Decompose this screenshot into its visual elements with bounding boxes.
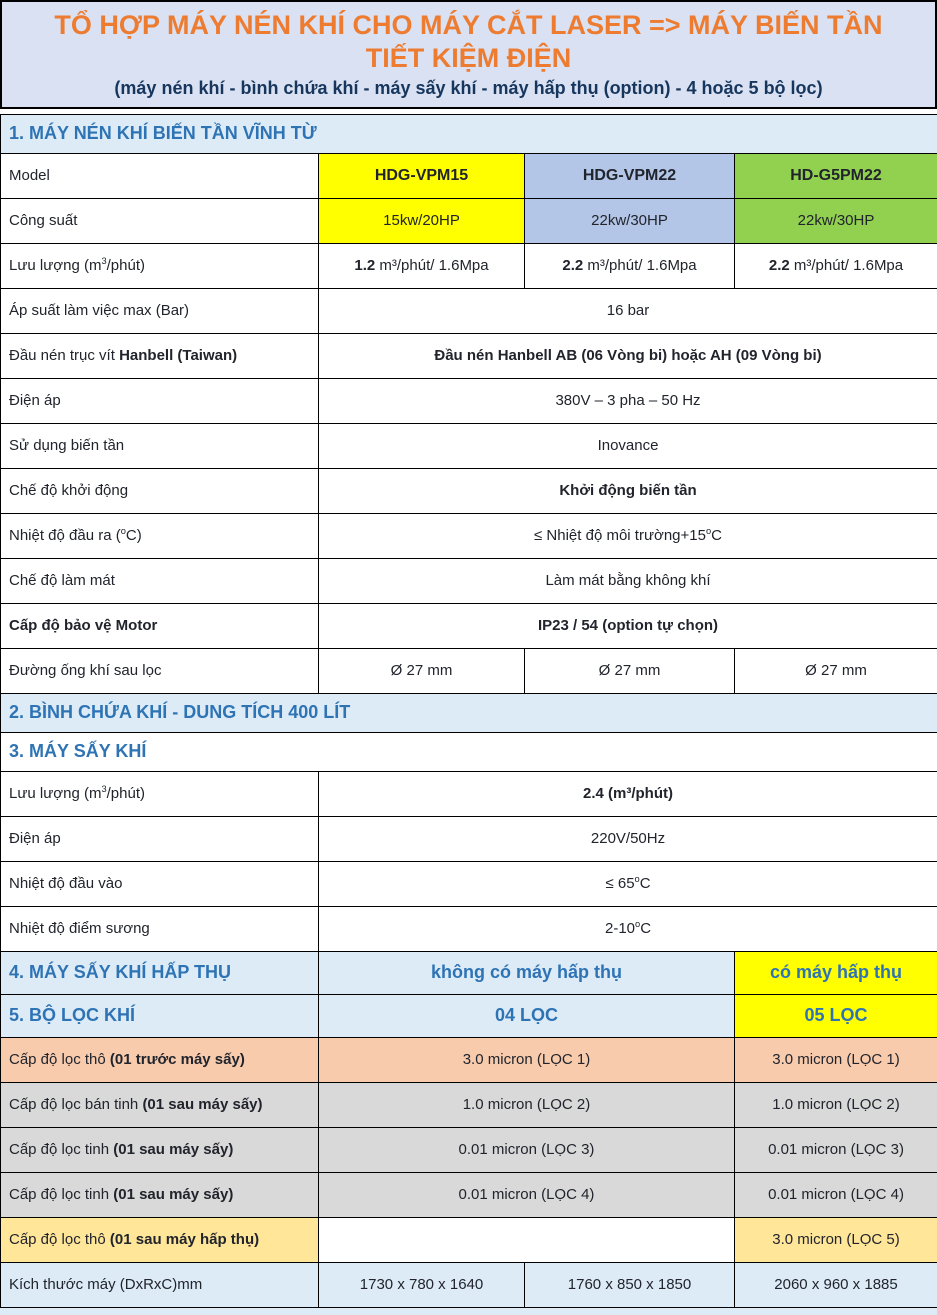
section-4-title [1,951,319,994]
text-segment: Điện áp [9,392,61,409]
table-cell [319,994,735,1037]
text-segment: 0.01 micron (LỌC 3) [459,1141,595,1158]
table-cell [735,994,937,1037]
page-title-line1: TỔ HỢP MÁY NÉN KHÍ CHO MÁY CẮT LASER => MÁY BIẾN TẦN [54,10,882,40]
table-cell [735,1082,937,1127]
table-cell [319,906,937,951]
table-cell [525,1262,735,1307]
text-segment: Cấp độ lọc thô [9,1051,110,1068]
table-cell [319,558,937,603]
row-label [1,243,319,288]
text-segment: C [640,920,651,937]
table-cell [735,1127,937,1172]
table-cell [319,288,937,333]
text-segment: 2-10 [605,920,635,937]
row-loc-3 [1,1127,937,1172]
row-cong-suat [1,198,937,243]
text-segment: 22kw/30HP [798,212,875,229]
section-5-row [1,994,937,1037]
text-segment: Sử dụng biến tần [9,437,124,454]
page-title [8,9,929,75]
table-cell [525,153,735,198]
text-segment: 380V – 3 pha – 50 Hz [555,392,700,409]
text-segment: HDG-VPM15 [375,167,468,184]
table-cell [735,1217,937,1262]
row-duong-ong [1,648,937,693]
table-cell [319,198,525,243]
row-bien-tan [1,423,937,468]
table-cell [525,198,735,243]
table-cell [319,513,937,558]
page-subtitle: (máy nén khí - bình chứa khí - máy sấy khí - máy hấp thụ (option) - 4 hoặc 5 bộ lọc) [8,78,929,99]
text-segment: Nhiệt độ đầu ra ( [9,527,121,544]
text-segment: m³/phút/ 1.6Mpa [583,257,696,274]
table-cell [319,378,937,423]
text-segment: Inovance [598,437,659,454]
text-segment: 2060 x 960 x 1885 [774,1276,897,1293]
row-label [1,288,319,333]
text-segment: 220V/50Hz [591,830,665,847]
section-3-title [1,732,937,771]
text-segment: C) [126,527,142,544]
row-khoi-dong [1,468,937,513]
text-segment: Chế độ làm mát [9,572,115,589]
text-segment: 2.2 [562,257,583,274]
text-segment: 3 [101,784,106,794]
text-segment: 2.2 [769,257,790,274]
row-label [1,771,319,816]
text-segment: Hanbell (Taiwan) [119,347,237,364]
row-say-nhiet-do-vao [1,861,937,906]
table-cell [735,1172,937,1217]
row-say-diem-suong [1,906,937,951]
text-segment: 2.4 (m³/phút) [583,785,673,802]
table-cell [735,1037,937,1082]
table-cell [319,1037,735,1082]
text-segment: Điện áp [9,830,61,847]
text-segment: 22kw/30HP [591,212,668,229]
text-segment: 05 LỌC [804,1005,867,1025]
row-label [1,1082,319,1127]
section-4-row [1,951,937,994]
text-segment: 4. MÁY SẤY KHÍ HẤP THỤ [9,962,231,982]
text-segment: 2. BÌNH CHỨA KHÍ - DUNG TÍCH 400 LÍT [9,702,350,722]
section-1-title [1,114,937,153]
row-label [1,198,319,243]
text-segment: Ø 27 mm [391,662,453,679]
text-segment: o [121,526,126,536]
text-segment: o [635,919,640,929]
row-model [1,153,937,198]
table-cell [319,951,735,994]
row-label [1,861,319,906]
text-segment: Model [9,167,50,184]
row-label [1,513,319,558]
spec-table-body [1,114,937,1307]
text-segment: 1730 x 780 x 1640 [360,1276,483,1293]
text-segment: ≤ Nhiệt độ môi trường+15 [534,527,706,544]
text-segment: không có máy hấp thụ [431,962,622,982]
row-label [1,333,319,378]
table-cell [319,1172,735,1217]
text-segment: Đầu nén trục vít [9,347,119,364]
text-segment: 3.0 micron (LỌC 1) [772,1051,900,1068]
text-segment: 16 bar [607,302,650,319]
text-segment: Cấp độ lọc tinh [9,1141,113,1158]
table-cell [319,648,525,693]
table-cell [735,153,937,198]
text-segment: Đường ống khí sau lọc [9,662,161,679]
section-3-header [1,732,937,771]
row-label [1,378,319,423]
row-label [1,648,319,693]
text-segment: 04 LỌC [495,1005,558,1025]
row-label [1,1217,319,1262]
table-cell [319,861,937,906]
row-label [1,906,319,951]
row-label [1,603,319,648]
row-nhiet-do-dau-ra [1,513,937,558]
table-cell [319,1127,735,1172]
text-segment: có máy hấp thụ [770,962,902,982]
table-cell [319,1217,735,1262]
text-segment: Công suất [9,212,77,229]
text-segment: m³/phút/ 1.6Mpa [790,257,903,274]
row-label [1,1127,319,1172]
text-segment: 1760 x 850 x 1850 [568,1276,691,1293]
title-block [0,0,937,109]
text-segment: (01 sau máy sấy) [113,1141,233,1158]
row-label [1,423,319,468]
text-segment: 3.0 micron (LỌC 5) [772,1231,900,1248]
section-1-header [1,114,937,153]
text-segment: Cấp độ lọc tinh [9,1186,113,1203]
text-segment: 1.0 micron (LỌC 2) [772,1096,900,1113]
text-segment: Ø 27 mm [805,662,867,679]
text-segment: 0.01 micron (LỌC 3) [768,1141,904,1158]
row-luu-luong [1,243,937,288]
text-segment: HDG-VPM22 [583,167,676,184]
text-segment: /phút) [107,257,145,274]
row-label [1,558,319,603]
table-cell [319,816,937,861]
row-say-dien-ap [1,816,937,861]
row-label [1,1037,319,1082]
text-segment: o [635,874,640,884]
text-segment: Kích thước máy (DxRxC)mm [9,1276,202,1293]
cutoff-next-row [0,1308,937,1315]
section-2-title [1,693,937,732]
text-segment: 5. BỘ LỌC KHÍ [9,1005,135,1025]
table-cell [735,198,937,243]
text-segment: (01 trước máy sấy) [110,1051,245,1068]
text-segment: 3. MÁY SẤY KHÍ [9,741,146,761]
table-cell [735,951,937,994]
table-cell [525,648,735,693]
section-2-header [1,693,937,732]
text-segment: Nhiệt độ điểm sương [9,920,150,937]
row-dau-nen [1,333,937,378]
text-segment: Ø 27 mm [599,662,661,679]
row-kich-thuoc [1,1262,937,1307]
row-loc-4 [1,1172,937,1217]
text-segment: Đầu nén Hanbell AB (06 Vòng bi) hoặc AH (09 Vòng bi) [434,347,821,364]
table-cell [735,1262,937,1307]
table-cell [735,648,937,693]
text-segment: Cấp độ lọc bán tinh [9,1096,142,1113]
table-cell [735,243,937,288]
text-segment: 15kw/20HP [383,212,460,229]
table-cell [319,333,937,378]
row-bao-ve-motor [1,603,937,648]
table-cell [319,1082,735,1127]
row-label [1,153,319,198]
text-segment: HD-G5PM22 [790,167,882,184]
section-5-title [1,994,319,1037]
row-say-luu-luong [1,771,937,816]
row-ap-suat [1,288,937,333]
row-label [1,1262,319,1307]
row-label [1,1172,319,1217]
table-cell [319,153,525,198]
text-segment: 3 [101,256,106,266]
text-segment: Cấp độ lọc thô [9,1231,110,1248]
table-cell [319,423,937,468]
row-label [1,468,319,513]
text-segment: Nhiệt độ đầu vào [9,875,122,892]
table-cell [319,1262,525,1307]
text-segment: (01 sau máy sấy) [113,1186,233,1203]
text-segment: 1.2 [354,257,375,274]
text-segment: Chế độ khởi động [9,482,128,499]
text-segment: ≤ 65 [605,875,634,892]
page-title-line2: TIẾT KIỆM ĐIỆN [366,43,572,73]
text-segment: m³/phút/ 1.6Mpa [375,257,488,274]
row-label [1,816,319,861]
text-segment: o [706,526,711,536]
text-segment: 3.0 micron (LỌC 1) [463,1051,591,1068]
row-dien-ap [1,378,937,423]
text-segment: (01 sau máy sấy) [142,1096,262,1113]
text-segment: IP23 / 54 (option tự chọn) [538,617,718,634]
text-segment: Lưu lượng (m [9,785,101,802]
text-segment: /phút) [107,785,145,802]
row-lam-mat [1,558,937,603]
text-segment: Làm mát bằng không khí [545,572,710,589]
table-cell [319,468,937,513]
text-segment: 0.01 micron (LỌC 4) [459,1186,595,1203]
table-cell [319,771,937,816]
text-segment: C [640,875,651,892]
text-segment: Khởi động biến tần [559,482,696,499]
text-segment: 1. MÁY NÉN KHÍ BIẾN TẦN VĨNH TỪ [9,123,317,143]
text-segment: (01 sau máy hấp thụ) [110,1231,259,1248]
text-segment: Áp suất làm việc max (Bar) [9,302,189,319]
text-segment: C [711,527,722,544]
table-cell [319,603,937,648]
row-loc-1 [1,1037,937,1082]
row-loc-2 [1,1082,937,1127]
table-cell [319,243,525,288]
text-segment: 1.0 micron (LỌC 2) [463,1096,591,1113]
spec-table [0,114,937,1308]
table-cell [525,243,735,288]
text-segment: 0.01 micron (LỌC 4) [768,1186,904,1203]
text-segment: Cấp độ bảo vệ Motor [9,617,157,634]
row-loc-5 [1,1217,937,1262]
text-segment: Lưu lượng (m [9,257,101,274]
